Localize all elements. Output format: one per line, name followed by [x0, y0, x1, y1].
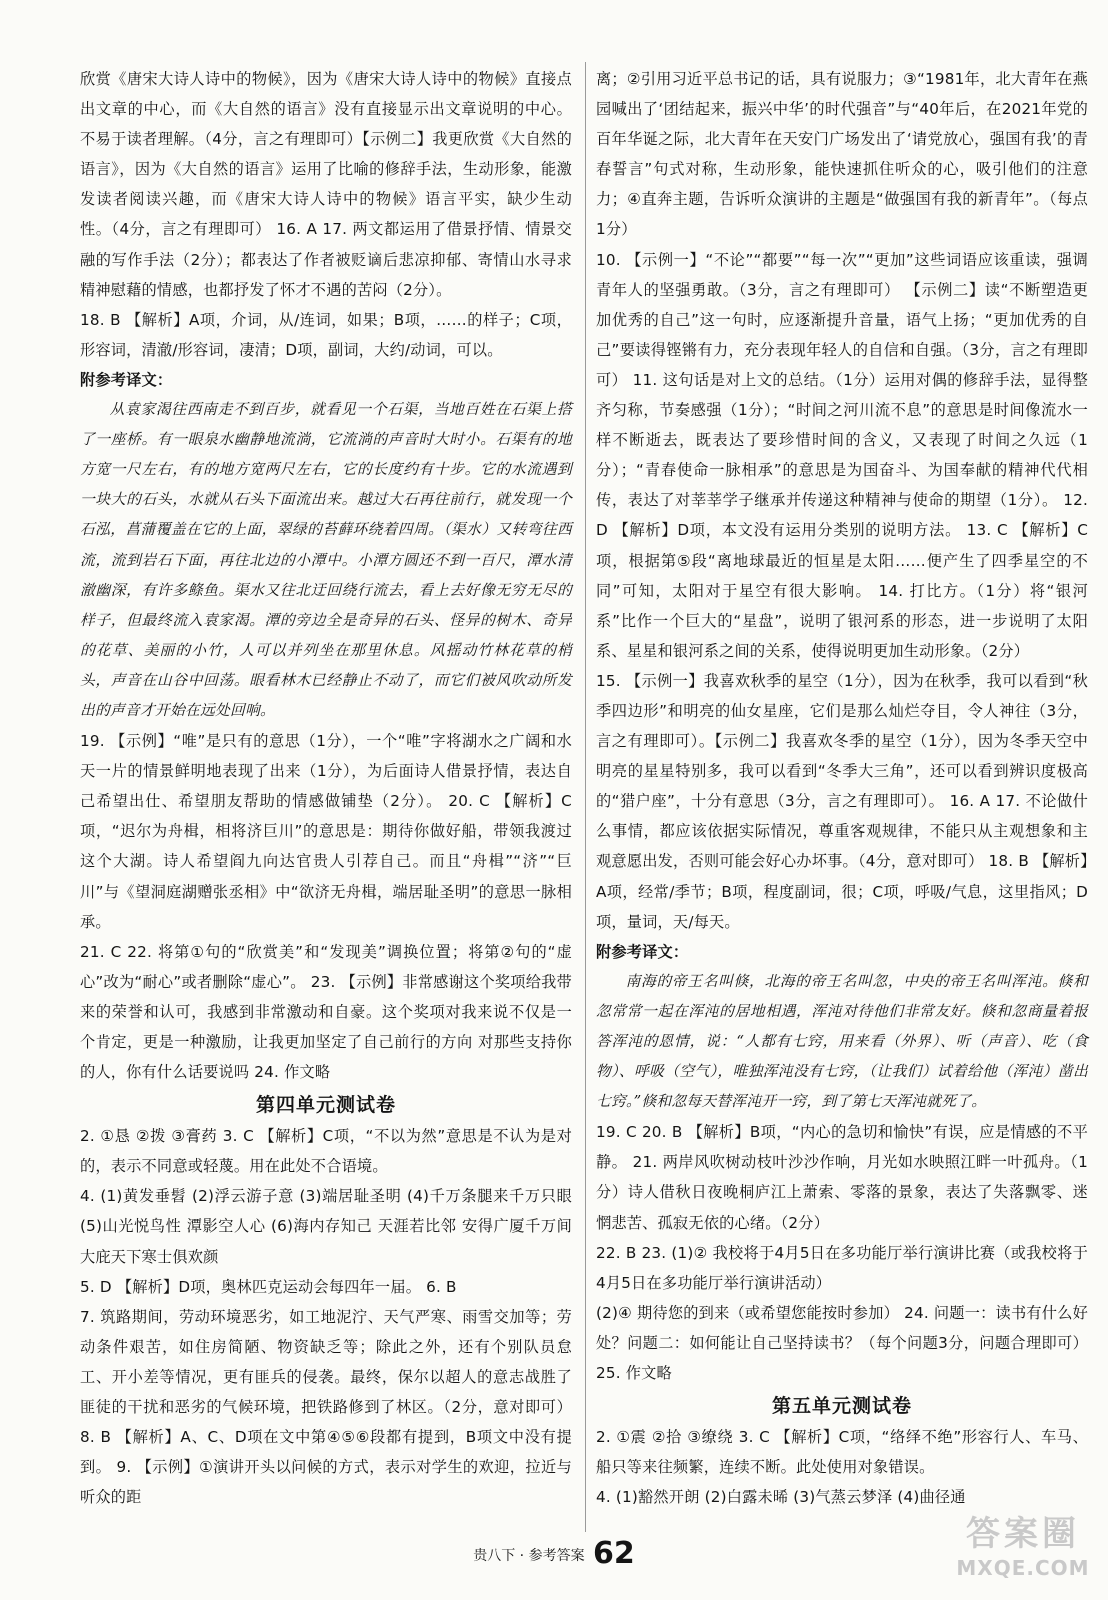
- watermark-logo: [948, 1512, 1098, 1592]
- answer-paragraph: 10. 【示例一】“不论”“都要”“每一次”“更加”这些词语应该重读，强调青年人的坚强勇敢。（3分，言之有理即可） 【示例二】读“不断塑造更加优秀的自己”这一句时，应逐渐提升音量，语气上扬；“更加优秀的自己”要读得铿锵有力，充分表现年轻人的自信和自强。（3分，言之有理即可） 11. 这句话是对上文的总结。（1分）运用对偶的修辞手法，显得整齐匀称，节奏感强（1分）；“时间之河川流不息”的意思是时间像流水一样不断逝去，既表达了要珍惜时间的含义，又表现了时间之久远（1分）；“青春使命一脉相承”的意思是为国奋斗、为国奉献的精神代代相传，表达了对莘莘学子继承并传递这种精神与使命的期望（1分）。 12. D 【解析】D项，本文没有运用分类别的说明方法。 13. C 【解析】C项，根据第⑤段“离地球最近的恒星是太阳……便产生了四季星空的不同”可知，太阳对于星空有很大影响。 14. 打比方。（1分）将“银河系”比作一个巨大的“星盘”，说明了银河系的形态，进一步说明了太阳系、星星和银河系之间的关系，使得说明更加生动形象。（2分）: [596, 250, 1088, 660]
- answer-paragraph: 21. C 22. 将第①句的“欣赏美”和“发现美”调换位置；将第②句的“虚心”改为“耐心”或者删除“虚心”。 23. 【示例】非常感谢这个奖项给我带来的荣誉和认可，我感到非常激动和自豪。这个奖项对我来说不仅是一个肯定，更是一种激励，让我更加坚定了自己前行的方向 对那些支持你的人，你有什么话要说吗 24. 作文略: [80, 942, 572, 1082]
- answer-paragraph: 19. C 20. B 【解析】B项，“内心的急切和愉快”有误，应是情感的不平静。 21. 两岸风吹树动枝叶沙沙作响，月光如水映照江畔一叶孤舟。（1分）诗人借秋日夜晚桐庐江上萧索、零落的景象，表达了失落飘零、迷惘悲苦、孤寂无依的心绪。（2分）: [596, 1123, 1088, 1232]
- footer-label: 贵八下 · 参考答案: [473, 1548, 585, 1564]
- answer-paragraph: 4. (1)豁然开朗 (2)白露未晞 (3)气蒸云梦泽 (4)曲径通: [596, 1488, 966, 1507]
- answer-paragraph: 18. B 【解析】A项，介词，从/连词，如果；B项，……的样子；C项，形容词，清澈/形容词，凄清；D项，副词，大约/动词，可以。: [80, 310, 572, 359]
- answer-paragraph: 2. ①震 ②拾 ③缭绕 3. C 【解析】C项，“络绎不绝”形容行人、车马、船只等来往频繁，连续不断。此处使用对象错误。: [596, 1428, 1088, 1477]
- page-footer: [0, 1536, 1108, 1571]
- right-column: [596, 64, 1088, 1512]
- translation-text: 南海的帝王名叫倏，北海的帝王名叫忽，中央的帝王名叫浑沌。倏和忽常常一起在浑沌的居地相遇，浑沌对待他们非常友好。倏和忽商量着报答浑沌的恩情，说：“人都有七窍，用来看（外界）、听（声音）、吃（食物）、呼吸（空气），唯独浑沌没有七窍，（让我们）试着给他（浑沌）凿出七窍。”倏和忽每天替浑沌开一窍，到了第七天浑沌就死了。: [596, 972, 1088, 1111]
- translation-label: 附参考译文：: [596, 942, 689, 961]
- watermark-title: 答案圈: [966, 1514, 1080, 1554]
- answer-paragraph: 离；②引用习近平总书记的话，具有说服力；③“1981年，北大青年在燕园喊出了‘团结起来，振兴中华’的时代强音”与“40年后，在2021年党的百年华诞之际，北大青年在天安门广场发出了‘请党放心，强国有我’的青春誓言”句式对称，生动形象，能快速抓住听众的心，吸引他们的注意力；④直奔主题，告诉听众演讲的主题是“做强国有我的新青年”。（每点1分）: [596, 70, 1088, 239]
- answer-paragraph: 2. ①恳 ②拨 ③膏药 3. C 【解析】C项，“不以为然”意思是不认为是对的，表示不同意或轻蔑。用在此处不合语境。: [80, 1127, 572, 1176]
- answer-paragraph: 4. (1)黄发垂髫 (2)浮云游子意 (3)端居耻圣明 (4)千万条腿来千万只眼 (5)山光悦鸟性 潭影空人心 (6)海内存知己 天涯若比邻 安得广厦千万间 大庇天下寒士俱欢颜: [80, 1187, 572, 1266]
- translation-text: 从袁家渴往西南走不到百步，就看见一个石渠，当地百姓在石渠上搭了一座桥。有一眼泉水幽静地流淌，它流淌的声音时大时小。石渠有的地方宽一尺左右，有的地方宽两尺左右，它的长度约有十步。它的水流遇到一块大的石头，水就从石头下面流出来。越过大石再往前行，就发现一个石泓，菖蒲覆盖在它的上面，翠绿的苔藓环绕着四周。（渠水）又转弯往西流，流到岩石下面，再往北边的小潭中。小潭方圆还不到一百尺，潭水清澈幽深，有许多鲦鱼。渠水又往北迂回绕行流去，看上去好像无穷无尽的样子，但最终流入袁家渴。潭的旁边全是奇异的石头、怪异的树木、奇异的花草、美丽的小竹，人可以并列坐在那里休息。风摇动竹林花草的梢头，声音在山谷中回荡。眼看林木已经静止不动了，而它们被风吹动所发出的声音才开始在远处回响。: [80, 401, 572, 719]
- column-divider: [585, 62, 586, 1532]
- answer-paragraph: 5. D 【解析】D项，奥林匹克运动会每四年一届。 6. B: [80, 1277, 457, 1296]
- translation-label: 附参考译文：: [80, 370, 173, 389]
- page-number: 62: [593, 1536, 635, 1571]
- answer-paragraph: (2)④ 期待您的到来（或希望您能按时参加） 24. 问题一：读书有什么好处？问题二：如何能让自己坚持读书？（每个问题3分，问题合理即可） 25. 作文略: [596, 1303, 1088, 1383]
- watermark-url: MXQE.COM: [956, 1556, 1090, 1580]
- answer-paragraph: 22. B 23. (1)② 我校将于4月5日在多功能厅举行演讲比赛（或我校将于4月5日在多功能厅举行演讲活动）: [596, 1243, 1088, 1292]
- answer-paragraph: 欣赏《唐宋大诗人诗中的物候》，因为《唐宋大诗人诗中的物候》直接点出文章的中心，而《大自然的语言》没有直接显示出文章说明的中心。不易于读者理解。（4分，言之有理即可）【示例二】我更欣赏《大自然的语言》，因为《大自然的语言》运用了比喻的修辞手法，生动形象，能激发读者阅读兴趣，而《唐宋大诗人诗中的物候》语言平实，缺少生动性。（4分，言之有理即可） 16. A 17. 两文都运用了借景抒情、情景交融的写作手法（2分）；都表达了作者被贬谪后悲凉抑郁、寄情山水寻求精神慰藉的情感，也都抒发了怀才不遇的苦闷（2分）。: [80, 70, 572, 299]
- section-heading: 第四单元测试卷: [255, 1094, 396, 1117]
- answer-paragraph: 19. 【示例】“唯”是只有的意思（1分），一个“唯”字将湖水之广阔和水天一片的情景鲜明地表现了出来（1分），为后面诗人借景抒情，表达自己希望出仕、希望朋友帮助的情感做铺垫（2分）。 20. C 【解析】C项，“迟尔为舟楫，相将济巨川”的意思是：期待你做好船，带领我渡过这个大湖。诗人希望阎九向达官贵人引荐自己。而且“舟楫”“济”“巨川”与《望洞庭湖赠张丞相》中“欲济无舟楫，端居耻圣明”的意思一脉相承。: [80, 732, 572, 931]
- answer-paragraph: 15. 【示例一】我喜欢秋季的星空（1分），因为在秋季，我可以看到“秋季四边形”和明亮的仙女星座，它们是那么灿烂夺目，令人神往（3分，言之有理即可）。【示例二】我喜欢冬季的星空（1分），因为冬季天空中明亮的星星特别多，我可以看到“冬季大三角”，还可以看到辨识度极高的“猎户座”，十分有意思（3分，言之有理即可）。 16. A 17. 不论做什么事情，都应该依据实际情况，尊重客观规律，不能只从主观想象和主观意愿出发，否则可能会好心办坏事。（4分，意对即可） 18. B 【解析】A项，经常/季节；B项，程度副词，很；C项，呼吸/气息，这里指风；D项，量词，天/每天。: [596, 671, 1088, 931]
- left-column: [80, 64, 572, 1512]
- answer-paragraph: 7. 筑路期间，劳动环境恶劣，如工地泥泞、天气严寒、雨雪交加等；劳动条件艰苦，如住房简陋、物资缺乏等；除此之外，还有个别队员怠工、开小差等情况，更有匪兵的侵袭。最终，保尔以超人的意志战胜了匪徒的干扰和恶劣的气候环境，把铁路修到了林区。（2分，意对即可） 8. B 【解析】A、C、D项在文中第④⑤⑥段都有提到，B项文中没有提到。 9. 【示例】①演讲开头以问候的方式，表示对学生的欢迎，拉近与听众的距: [80, 1307, 572, 1507]
- section-heading: 第五单元测试卷: [771, 1395, 912, 1418]
